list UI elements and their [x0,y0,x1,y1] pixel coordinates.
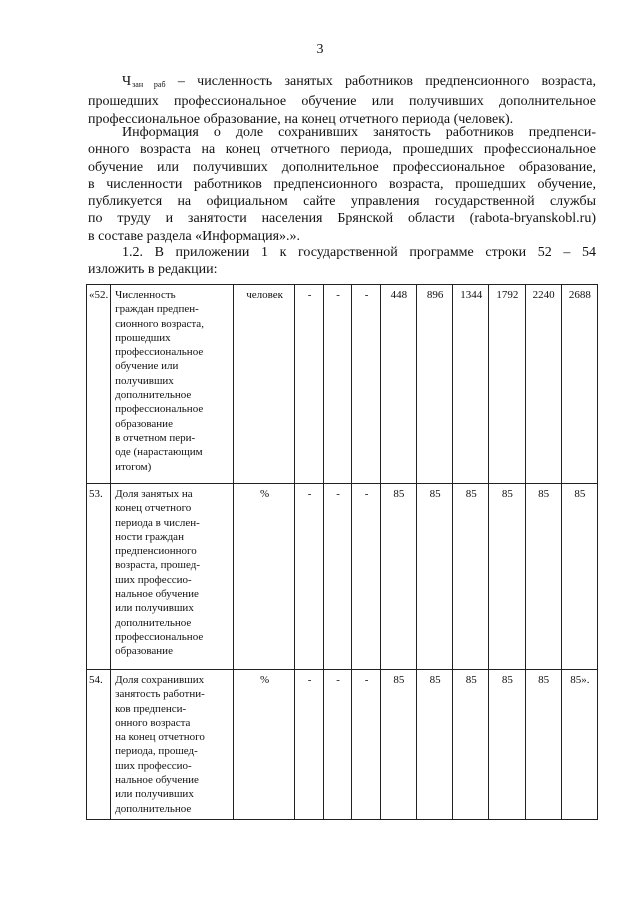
paragraph-information [88,124,596,245]
target-value-cell: 85 [417,670,453,820]
indicator-name-line: или получивших [115,788,194,801]
indicator-name-line: профессиональное [115,346,204,359]
empty-year-cell: - [295,670,324,820]
indicator-name-line: дополнительное [115,802,192,815]
paragraph-line: Информация о доле сохранивших занятость работников предпенси- [122,125,596,140]
indicator-name-line: прошедших [115,331,171,344]
target-value-cell: 896 [417,285,453,484]
target-value-cell: 85 [380,484,416,670]
indicator-name-line: Численность [115,289,176,301]
target-value-cell: 2240 [525,285,561,484]
paragraph-line [88,73,596,93]
indicator-name-line: периода в числен- [115,516,200,529]
paragraph-amendment [88,244,596,279]
table-row [87,670,598,820]
paragraph-line: профессиональное образование, на конец отчетного периода (человек). [88,111,514,127]
row-number-cell: 54. [87,670,111,820]
indicators-table [86,284,598,820]
target-value-cell: 85 [417,484,453,670]
indicator-name-line: ности граждан [115,530,184,543]
paragraph-line: онного возраста на конец отчетного периода, прошедших профессиональное [88,142,596,158]
indicator-name-line: дополнительное [115,389,192,402]
indicator-name-line: нальное обучение [115,774,199,787]
indicator-name-line: профессиональное [115,403,204,416]
paragraph-line: публикуется на официальном сайте управления государственной службы [88,194,596,210]
indicator-name-line: профессиональное [115,630,204,643]
target-value-cell: 85 [525,484,561,670]
indicator-name-line: возраста, прошед- [115,559,201,572]
indicator-name-line: ков предпенси- [115,702,187,715]
empty-year-cell: - [352,285,381,484]
indicator-name-line: периода, прошед- [115,745,198,758]
indicator-name-cell [111,484,234,670]
indicator-name-line: ших профессио- [115,573,192,586]
target-value-cell: 85 [453,484,489,670]
target-value-cell: 2688 [561,285,597,484]
table-row [87,285,598,484]
indicator-name-line: образование [115,417,173,430]
paragraph-formula-definition [88,73,596,128]
indicator-name-line: сионного возраста, [115,317,204,330]
indicator-name-line: конец отчетного [115,502,192,515]
indicator-name-line: образование [115,645,173,658]
indicator-name-line: онного возраста [115,716,191,729]
target-value-cell: 85 [489,670,525,820]
empty-year-cell: - [295,484,324,670]
indicator-name-line: ших профессио- [115,759,192,772]
paragraph-line-text: – численность занятых работников предпенсионного возраста, [165,74,596,89]
indicator-name-cell [111,285,234,484]
empty-year-cell: - [352,484,381,670]
target-value-cell: 85 [489,484,525,670]
page-number: 3 [316,42,324,57]
formula-symbol: Ч [122,74,132,89]
indicator-name-line: нальное обучение [115,588,199,601]
empty-year-cell: - [323,670,352,820]
indicator-name-line: граждан предпен- [115,303,199,316]
target-value-cell: 448 [380,285,416,484]
target-value-cell: 85 [525,670,561,820]
indicator-name-line: получивших [115,374,174,387]
empty-year-cell: - [295,285,324,484]
paragraph-line: обучение или получивших дополнительное профессиональное образование, [88,159,596,175]
paragraph-line: по труду и занятости населения Брянской области (rabota-bryanskobl.ru) [88,211,596,227]
target-value-cell: 85». [561,670,597,820]
indicator-name-line: итогом) [115,460,152,473]
indicator-name-line: или получивших [115,602,194,615]
indicator-name-line: на конец отчетного [115,731,205,744]
indicator-name-line: Доля занятых на [115,488,193,500]
target-value-cell: 85 [561,484,597,670]
paragraph-line: прошедших профессиональное обучение или получивших дополнительное [88,94,596,110]
target-value-cell: 85 [380,670,416,820]
indicator-name-line: дополнительное [115,616,192,629]
paragraph-line: изложить в редакции: [88,262,218,278]
indicator-name-line: обучение или [115,360,179,373]
target-value-cell: 1344 [453,285,489,484]
empty-year-cell: - [323,484,352,670]
target-value-cell: 1792 [489,285,525,484]
table-row [87,484,598,670]
indicator-name-line: оде (нарастающим [115,446,203,459]
indicator-name-cell [111,670,234,820]
target-value-cell: 85 [453,670,489,820]
unit-cell: человек [233,285,294,484]
unit-cell: % [233,484,294,670]
indicator-name-line: занятость работни- [115,688,205,701]
row-number-cell: 53. [87,484,111,670]
formula-subscript: зан раб [132,80,166,89]
paragraph-line: в составе раздела «Информация».». [88,228,301,244]
row-number-cell: «52. [87,285,111,484]
empty-year-cell: - [352,670,381,820]
paragraph-line: 1.2. В приложении 1 к государственной программе строки 52 – 54 [122,245,596,260]
indicator-name-line: Доля сохранивших [115,674,205,686]
indicator-name-line: в отчетном пери- [115,431,196,444]
unit-cell: % [233,670,294,820]
indicator-name-line: предпенсионного [115,545,197,558]
empty-year-cell: - [323,285,352,484]
paragraph-line: в численности работников предпенсионного возраста, прошедших обучение, [88,176,596,192]
